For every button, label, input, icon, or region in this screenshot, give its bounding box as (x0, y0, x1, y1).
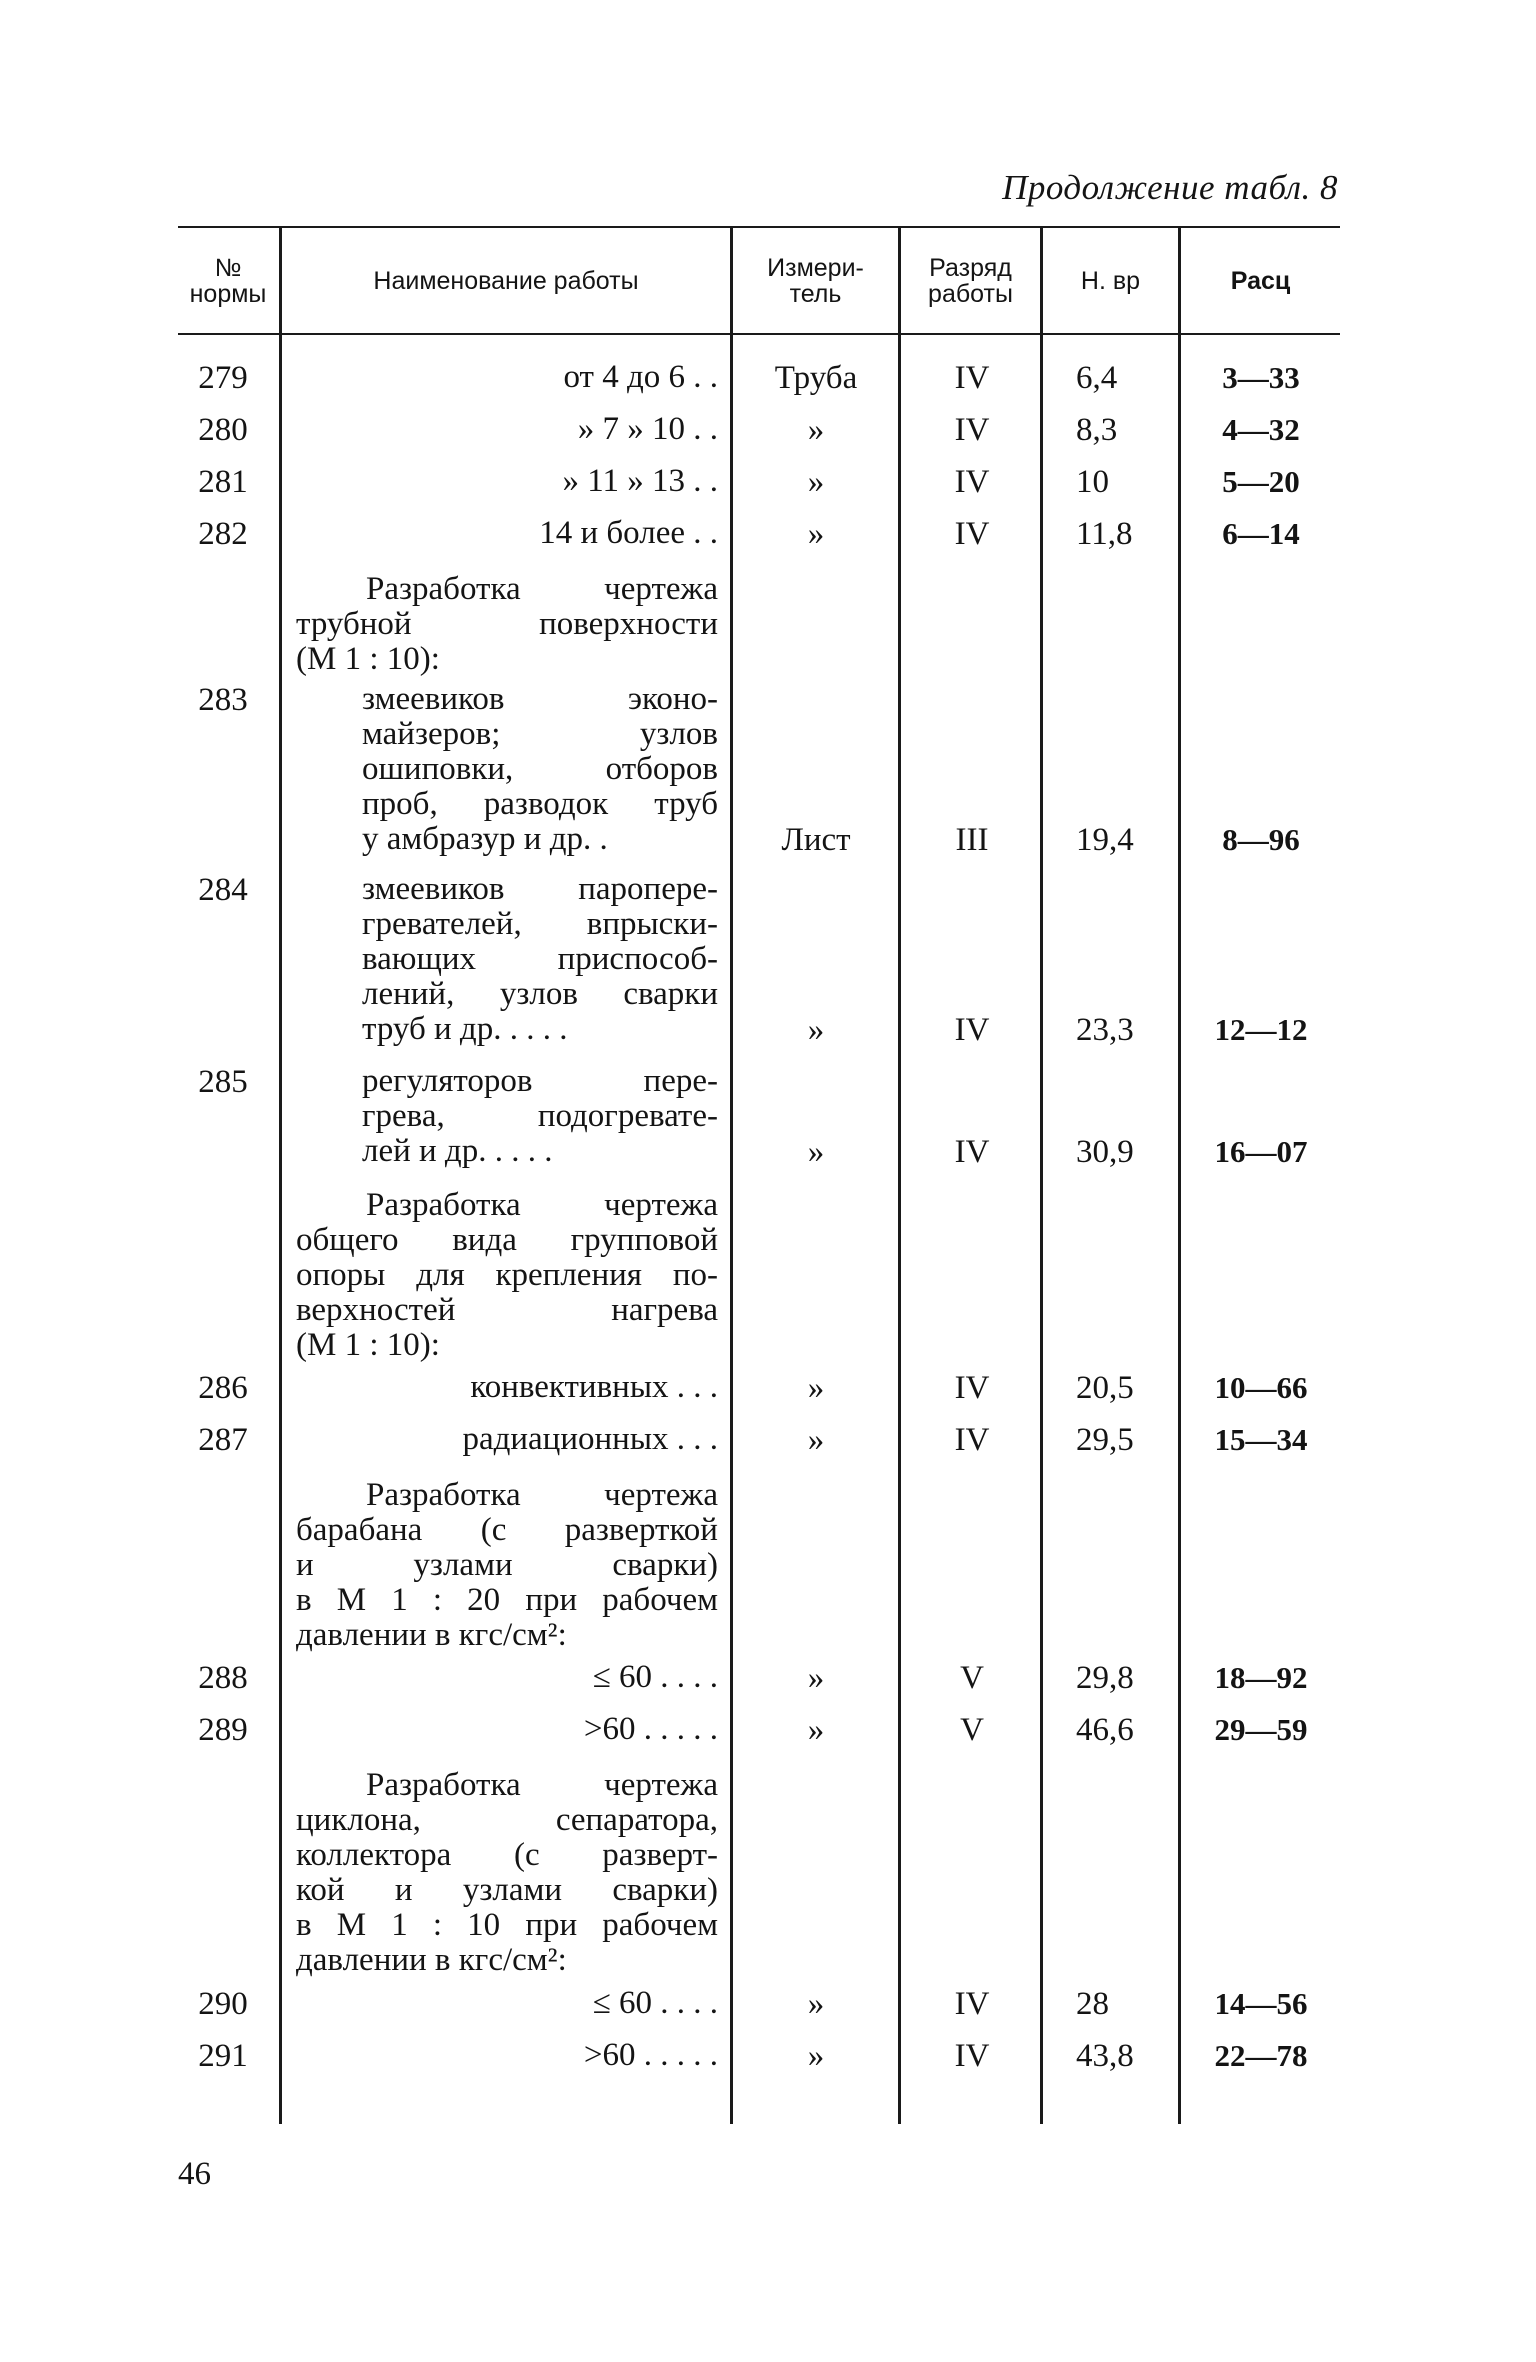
word: разверт- (602, 1837, 718, 1873)
row-number: 281 (198, 464, 248, 500)
column-divider (730, 226, 733, 2124)
grade-cell: IV (954, 1422, 990, 1458)
word: Разработка (366, 1767, 521, 1803)
section-heading-line (296, 1838, 718, 1873)
grade-cell: IV (954, 464, 990, 500)
word: гревателей, (362, 906, 522, 942)
page-number: 46 (178, 2156, 211, 2192)
section-heading (296, 1768, 718, 1978)
section-heading (296, 572, 718, 677)
unit-cell: » (807, 2038, 825, 2074)
unit-cell: » (807, 1012, 825, 1048)
word: вида (452, 1222, 517, 1258)
work-name-line: конвективных . . . (470, 1369, 718, 1405)
word: (с (513, 1837, 540, 1873)
word: и (394, 1872, 413, 1908)
section-heading-line: (М 1 : 10): (296, 641, 440, 677)
section-heading-line (296, 1768, 718, 1803)
word: узлами (462, 1872, 563, 1908)
column-divider (898, 226, 901, 2124)
work-name (362, 1712, 718, 1747)
row-number: 286 (198, 1370, 248, 1406)
word: майзеров; (362, 716, 501, 752)
word: барабана (296, 1512, 423, 1548)
word: впрыски- (586, 906, 718, 942)
word: общего (296, 1222, 399, 1258)
word: М (336, 1907, 367, 1943)
row-number: 282 (198, 516, 248, 552)
header-grade-line2: работы (928, 279, 1013, 308)
work-name (362, 360, 718, 395)
hours-cell (1046, 464, 1176, 501)
header-num-line1: № (214, 253, 242, 282)
grade-cell: IV (954, 360, 990, 396)
row-number: 287 (198, 1422, 248, 1458)
word: кой (296, 1872, 345, 1908)
word: лений, (362, 976, 455, 1012)
word: эконо- (627, 681, 718, 717)
work-name (362, 2038, 718, 2073)
work-name-line: » 7 » 10 . . (577, 411, 718, 447)
word: чертежа (604, 1767, 718, 1803)
section-heading (296, 1478, 718, 1653)
unit-cell: » (807, 1134, 825, 1170)
rate-cell: 4—32 (1222, 412, 1300, 447)
hours-cell (1046, 360, 1176, 397)
word: разверткой (564, 1512, 718, 1548)
row-number: 280 (198, 412, 248, 448)
row-number: 283 (198, 682, 248, 718)
unit-cell: Труба (774, 360, 858, 396)
grade-cell: IV (954, 2038, 990, 2074)
hours-value: 29,5 (1076, 1422, 1134, 1458)
word: сварки) (612, 1547, 718, 1583)
unit-cell: » (807, 516, 825, 552)
grade-cell: V (960, 1660, 984, 1696)
word: крепления (495, 1257, 642, 1293)
word: сепаратора, (555, 1802, 718, 1838)
work-name-line (362, 907, 718, 942)
hours-cell (1046, 1134, 1176, 1171)
hours-value: 43,8 (1076, 2038, 1134, 2074)
work-name-line (362, 752, 718, 787)
table-caption: Продолжение табл. 8 (1002, 168, 1338, 207)
rate-cell: 10—66 (1214, 1370, 1308, 1405)
word: труб (654, 786, 718, 822)
section-heading-line (296, 1258, 718, 1293)
work-name (362, 872, 718, 1047)
work-name-line (362, 717, 718, 752)
word: циклона, (296, 1802, 421, 1838)
rate-cell: 5—20 (1222, 464, 1300, 499)
word: в (296, 1907, 312, 1943)
grade-cell: IV (954, 412, 990, 448)
hours-value: 29,8 (1076, 1660, 1134, 1696)
hours-value: 19,4 (1076, 822, 1134, 858)
header-unit-line1: Измери- (767, 253, 864, 282)
word: : (432, 1582, 443, 1618)
word: отборов (605, 751, 718, 787)
hours-cell (1046, 1370, 1176, 1407)
word: при (525, 1907, 578, 1943)
word: по- (672, 1257, 718, 1293)
rate-cell: 18—92 (1214, 1660, 1308, 1695)
word: для (416, 1257, 465, 1293)
row-number: 289 (198, 1712, 248, 1748)
row-number: 290 (198, 1986, 248, 2022)
rate-cell: 6—14 (1222, 516, 1300, 551)
work-name-line (362, 942, 718, 977)
work-name-line (362, 682, 718, 717)
word: при (525, 1582, 578, 1618)
work-name-line: >60 . . . . . (583, 1711, 718, 1747)
unit-cell: » (807, 1712, 825, 1748)
word: : (432, 1907, 443, 1943)
hours-value: 10 (1076, 464, 1109, 500)
grade-cell: IV (954, 516, 990, 552)
work-name (362, 516, 718, 551)
hours-cell (1046, 1660, 1176, 1697)
section-heading-line (296, 607, 718, 642)
section-heading-line: давлении в кгс/см²: (296, 1617, 567, 1653)
header-num-line2: нормы (189, 279, 267, 308)
word: узлами (413, 1547, 513, 1583)
unit-cell: » (807, 1422, 825, 1458)
hours-value: 28 (1076, 1986, 1109, 2022)
section-heading-line (296, 572, 718, 607)
word: рабочем (602, 1582, 718, 1618)
header-name: Наименование работы (373, 266, 639, 295)
hours-value: 8,3 (1076, 412, 1118, 448)
rate-cell: 14—56 (1214, 1986, 1308, 2021)
column-divider (1178, 226, 1181, 2124)
word: узлов (499, 976, 578, 1012)
word: Разработка (366, 1187, 521, 1223)
word: Разработка (366, 1477, 521, 1513)
work-name-line: » 11 » 13 . . (562, 463, 718, 499)
work-name (362, 1422, 718, 1457)
header-hours: Н. вр (1080, 266, 1141, 295)
hours-value: 30,9 (1076, 1134, 1134, 1170)
rate-cell: 16—07 (1214, 1134, 1308, 1169)
word: поверхности (539, 606, 718, 642)
rate-cell: 3—33 (1222, 360, 1300, 395)
word: вающих (362, 941, 477, 977)
hours-cell (1046, 1986, 1176, 2023)
word: змеевиков (362, 871, 505, 907)
section-heading (296, 1188, 718, 1363)
grade-cell: IV (954, 1012, 990, 1048)
row-number: 288 (198, 1660, 248, 1696)
word: верхностей (296, 1292, 456, 1328)
work-name-line (362, 1064, 718, 1099)
grade-cell: V (960, 1712, 984, 1748)
word: змеевиков (362, 681, 505, 717)
column-divider (279, 226, 282, 2124)
word: 20 (467, 1582, 501, 1618)
word: чертежа (604, 1477, 718, 1513)
hours-cell (1046, 1422, 1176, 1459)
work-name-line: у амбразур и др. . (362, 821, 608, 857)
unit-cell: Лист (781, 822, 851, 858)
word: (с (480, 1512, 507, 1548)
section-heading-line (296, 1293, 718, 1328)
work-name-line (362, 977, 718, 1012)
word: чертежа (604, 1187, 718, 1223)
grade-cell: IV (954, 1986, 990, 2022)
word: проб, (362, 786, 438, 822)
word: рабочем (602, 1907, 718, 1943)
hours-cell (1046, 1012, 1176, 1049)
unit-cell: » (807, 1370, 825, 1406)
row-number: 285 (198, 1064, 248, 1100)
word: 1 (391, 1907, 408, 1943)
rate-cell: 15—34 (1214, 1422, 1308, 1457)
header-grade-line1: Разряд (929, 253, 1012, 282)
word: М (336, 1582, 367, 1618)
section-heading-line (296, 1908, 718, 1943)
word: ошиповки, (362, 751, 514, 787)
word: разводок (483, 786, 609, 822)
hours-value: 23,3 (1076, 1012, 1134, 1048)
work-name-line: >60 . . . . . (583, 2037, 718, 2073)
word: сварки) (612, 1872, 718, 1908)
section-heading-line: (М 1 : 10): (296, 1327, 440, 1363)
word: групповой (570, 1222, 718, 1258)
work-name-line: труб и др. . . . . (362, 1011, 568, 1047)
hours-value: 20,5 (1076, 1370, 1134, 1406)
work-name (362, 1660, 718, 1695)
rate-cell: 29—59 (1214, 1712, 1308, 1747)
work-name-line: 14 и более . . (539, 515, 718, 551)
word: и (296, 1547, 314, 1583)
section-heading-line (296, 1223, 718, 1258)
word: 1 (391, 1582, 408, 1618)
grade-cell: IV (954, 1370, 990, 1406)
work-name (362, 464, 718, 499)
work-name (362, 1370, 718, 1405)
hours-cell (1046, 516, 1176, 553)
unit-cell: » (807, 412, 825, 448)
word: сварки (623, 976, 718, 1012)
hours-cell (1046, 2038, 1176, 2075)
work-name (362, 1986, 718, 2021)
rate-cell: 8—96 (1222, 822, 1300, 857)
word: пере- (643, 1063, 718, 1099)
word: узлов (639, 716, 718, 752)
section-heading-line (296, 1513, 718, 1548)
hours-cell (1046, 1712, 1176, 1749)
header-num (178, 228, 278, 333)
section-heading-line (296, 1583, 718, 1618)
word: в (296, 1582, 312, 1618)
grade-cell: III (955, 822, 989, 858)
row-number: 284 (198, 872, 248, 908)
work-name-line (362, 872, 718, 907)
hours-cell (1046, 412, 1176, 449)
word: паропере- (578, 871, 718, 907)
word: 10 (467, 1907, 501, 1943)
row-number: 291 (198, 2038, 248, 2074)
header-unit-line2: тель (789, 279, 842, 308)
work-name (362, 1064, 718, 1169)
hours-value: 11,8 (1076, 516, 1133, 552)
unit-cell: » (807, 1660, 825, 1696)
word: нагрева (611, 1292, 718, 1328)
word: Разработка (366, 571, 521, 607)
grade-cell: IV (954, 1134, 990, 1170)
work-name (362, 682, 718, 857)
work-name-line (362, 787, 718, 822)
hours-value: 6,4 (1076, 360, 1118, 396)
header-rate: Расц (1230, 266, 1291, 295)
word: грева, (362, 1098, 445, 1134)
word: трубной (296, 606, 412, 642)
word: опоры (296, 1257, 386, 1293)
word: приспособ- (557, 941, 718, 977)
section-heading-line (296, 1478, 718, 1513)
work-name (362, 412, 718, 447)
unit-cell: » (807, 1986, 825, 2022)
header-bottom-rule (178, 333, 1340, 335)
header-unit (733, 228, 898, 333)
column-divider (1040, 226, 1043, 2124)
work-name-line: радиационных . . . (462, 1421, 718, 1457)
section-heading-line (296, 1803, 718, 1838)
hours-value: 46,6 (1076, 1712, 1134, 1748)
section-heading-line (296, 1188, 718, 1223)
work-name-line: от 4 до 6 . . (563, 359, 718, 395)
word: коллектора (296, 1837, 452, 1873)
section-heading-line: давлении в кгс/см²: (296, 1942, 567, 1978)
word: регуляторов (362, 1063, 533, 1099)
section-heading-line (296, 1873, 718, 1908)
work-name-line: ≤ 60 . . . . (592, 1985, 718, 2021)
work-name-line: лей и др. . . . . (362, 1133, 553, 1169)
rate-cell: 12—12 (1214, 1012, 1308, 1047)
work-name-line (362, 1099, 718, 1134)
work-name-line: ≤ 60 . . . . (592, 1659, 718, 1695)
row-number: 279 (198, 360, 248, 396)
word: чертежа (604, 571, 718, 607)
word: подогревате- (537, 1098, 718, 1134)
header-grade (901, 228, 1040, 333)
hours-cell (1046, 822, 1176, 859)
section-heading-line (296, 1548, 718, 1583)
unit-cell: » (807, 464, 825, 500)
rate-cell: 22—78 (1214, 2038, 1308, 2073)
